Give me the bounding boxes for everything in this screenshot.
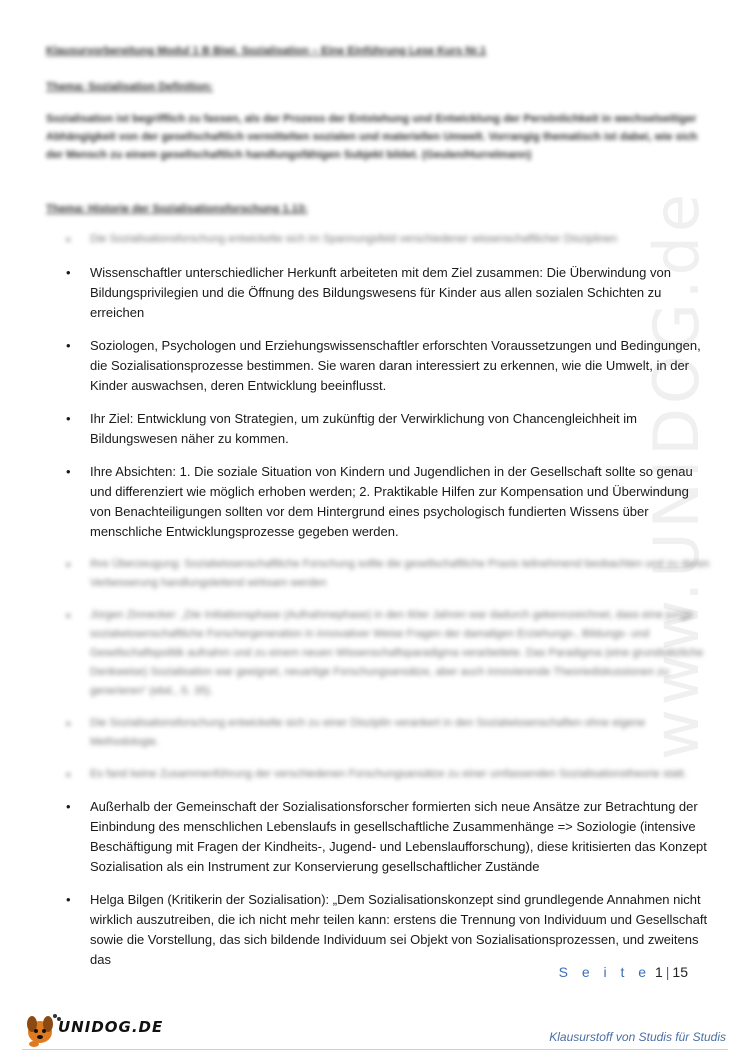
bullet-icon: • xyxy=(66,411,71,426)
list-item: • Ihre Absichten: 1. Die soziale Situation von Kindern und Jugendlichen in der Gesellschaft sollte so genau und differenziert wie möglich erhoben werden; 2. Praktikable Hilfen zur Kompensation und Überwindung von Benachteiligungen sollten vor dem Hintergrund eines psychologisch fundierten Wissens über menschliche Entwicklungsprozesse gegeben werden. xyxy=(66,464,693,539)
bullet-icon: • xyxy=(66,892,71,907)
bullet-icon: • xyxy=(66,799,71,814)
page-current: 1 xyxy=(654,964,663,980)
bullet-list xyxy=(62,230,712,983)
bullet-icon: • xyxy=(66,338,71,353)
bullet-icon: • xyxy=(66,716,71,731)
section-heading-history: Thema: Historie der Sozialisationsforschung 1.13: xyxy=(46,203,308,215)
footer-divider xyxy=(22,1049,728,1050)
list-item: • Helga Bilgen (Kritikerin der Sozialisation): „Dem Sozialisationskonzept sind grundlegende Annahmen nicht wirklich auszutreiben, die ich nicht mehr teilen kann: erstens die Trennung von Individuum und Gesellschaft sowie die Vorstellung, das sich bildende Individuum sei Objekt von Sozialisationsprozessen, und zweitens das xyxy=(66,892,708,967)
document-title: Klausurvorbereitung Modul 1 B Biwi. Sozialisation – Eine Einführung Lese Kurs Nr.1 xyxy=(46,45,487,57)
bullet-icon: • xyxy=(66,265,71,280)
footer-tagline: Klausurstoff von Studis für Studis xyxy=(549,1030,726,1044)
page-total: 15 xyxy=(672,964,688,980)
watermark: www.UNIDOG.de xyxy=(640,190,713,760)
list-item: • Ihr Ziel: Entwicklung von Strategien, um zukünftig der Verwirklichung von Chancengleichheit im Bildungswesen näher zu kommen. xyxy=(66,411,637,446)
list-item: • Ihre Überzeugung: Sozialwissenschaftliche Forschung sollte die gesellschaftliche Praxis teilnehmend beobachten und zu deren Verbesserung handlungsleitend wirksam werden xyxy=(66,557,710,589)
list-item: • Jürgen Zinnecker: „Die Initiationsphase (Aufnahmephase) in den 60er Jahren war dadurch gekennzeichnet, dass eine junge sozialwissenschaftliche Forschergeneration in innovativer Weise Fragen der damaligen Erziehungs-, Bildungs- und Gesellschaftspolitik aufnahm und zu einem neuen Wissenschaftsparadigma verarbeitete. Das Paradigma (eine grundsätzliche Denkweise) Sozialisation war geeignet, neuartige Forschungsansätze, aber auch innovierende Theoriediskussionen zu generieren“ (ebd., S. 35). xyxy=(66,608,704,697)
list-item: • Wissenschaftler unterschiedlicher Herkunft arbeiteten mit dem Ziel zusammen: Die Überwindung von Bildungsprivilegien und die Öffnung des Bildungswesens für Kinder aus allen sozialen Schichten zu erreichen xyxy=(66,265,671,320)
logo-text: UNIDOG.DE xyxy=(58,1018,164,1036)
list-item: • Soziologen, Psychologen und Erziehungswissenschaftler erforschten Voraussetzungen und Bedingungen, die Sozialisationsprozesse bestimmen. Sie waren daran interessiert zu erkennen, wie die Umwelt, in der Kinder auswachsen, deren Entwicklung beeinflusst. xyxy=(66,338,701,393)
page-number xyxy=(559,964,688,980)
bullet-icon: • xyxy=(66,767,71,782)
list-item: • Die Sozialisationsforschung entwickelte sich zu einer Disziplin verankert in den Sozialwissenschaften ohne eigene Methodologie. xyxy=(66,716,646,748)
list-item: • Die Sozialisationsforschung entwickelte sich im Spannungsfeld verschiedener wissenschaftlicher Disziplinen xyxy=(66,232,618,247)
bullet-icon: • xyxy=(66,464,71,479)
page-separator: | xyxy=(665,964,670,980)
section-heading-definition: Thema: Sozialisation Definition: xyxy=(46,81,213,93)
page-label: S e i t e xyxy=(558,964,652,980)
bullet-icon: • xyxy=(66,232,71,247)
list-item: • Außerhalb der Gemeinschaft der Sozialisationsforscher formierten sich neue Ansätze zur Betrachtung der Einbindung des menschlichen Lebenslaufs in gesellschaftliche Zusammenhänge => Soziologie (intensive Beschäftigung mit Fragen der Kindheits-, Jugend- und Lebenslaufforschung), diese kritisierten das Konzept Sozialisation als ein Instrument zur Konservierung gesellschaftlicher Zustände xyxy=(66,799,707,874)
bullet-icon: • xyxy=(66,608,71,623)
bullet-icon: • xyxy=(66,557,71,572)
list-item: • Es fand keine Zusammenführung der verschiedenen Forschungsansätze zu einer umfassenden Sozialisationstheorie statt. xyxy=(66,767,687,782)
intro-paragraph: Sozialisation ist begrifflich zu fassen, als der Prozess der Entstehung und Entwicklung der Persönlichkeit in wechselseitiger Abhängigkeit von der gesellschaftlich vermittelten sozialen und materiellen Umwelt. Vorrangig thematisch ist dabei, wie sich der Mensch zu einem gesellschaftlich handlungsfähigen Subjekt bildet. (Geulen/Hurrelmann) xyxy=(46,113,698,161)
